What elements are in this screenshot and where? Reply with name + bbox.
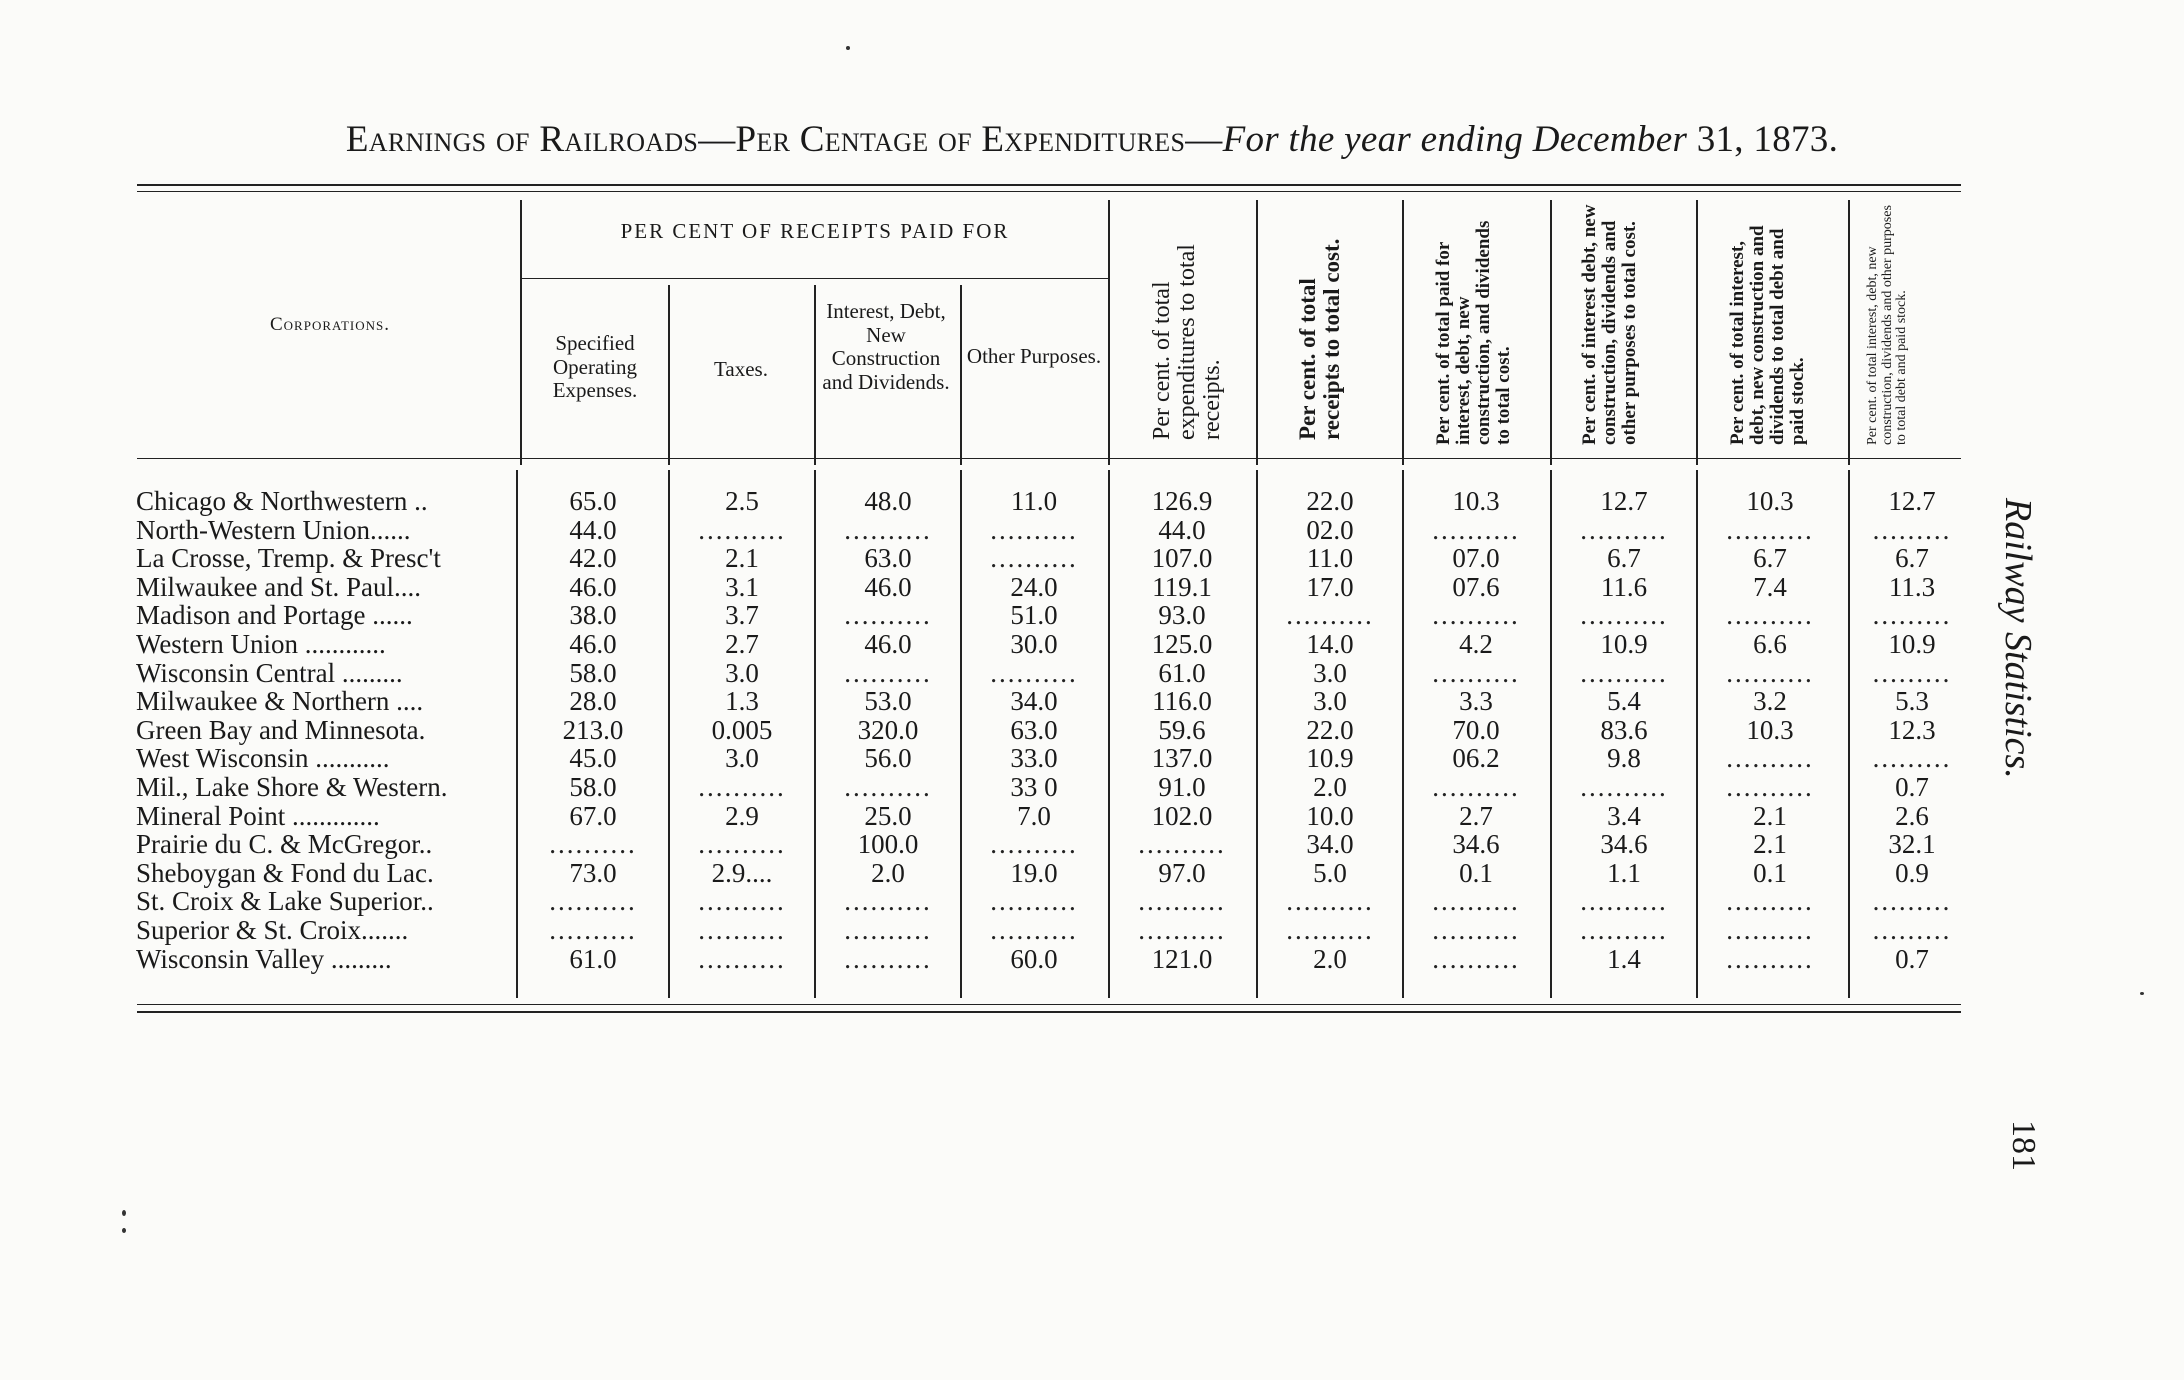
cell-c2: 3.0 [725, 743, 759, 773]
corporation-name: La Crosse, Tremp. & Presc't [136, 543, 441, 573]
cell-c9: 6.6 [1753, 629, 1787, 659]
cell-c8-leader-dots: .......... [1580, 515, 1668, 545]
cell-c1: 65.0 [569, 486, 617, 516]
cell-c2-leader-dots: .......... [698, 829, 786, 859]
cell-c9-leader-dots: .......... [1726, 772, 1814, 802]
corporation-name: Madison and Portage ...... [136, 600, 413, 630]
cell-c7-leader-dots: .......... [1432, 886, 1520, 916]
table-row [134, 486, 1974, 515]
cell-c4: 11.0 [1010, 486, 1058, 516]
cell-c2: 3.7 [725, 600, 759, 630]
corporation-name: Mineral Point ............. [136, 801, 380, 831]
table-row [134, 600, 1974, 629]
cell-c1-leader-dots: .......... [549, 829, 637, 859]
cell-c4: 60.0 [1010, 944, 1058, 974]
cell-c2: 2.9.... [711, 858, 773, 888]
header-expenditures-to-receipts: Per cent. of total expenditures to total receipts. [1149, 244, 1226, 440]
cell-c5: 137.0 [1151, 743, 1213, 773]
cell-c8-leader-dots: .......... [1580, 772, 1668, 802]
corporation-name: Milwaukee and St. Paul.... [136, 572, 421, 602]
cell-c7: 07.6 [1452, 572, 1500, 602]
cell-c9: 0.1 [1753, 858, 1787, 888]
cell-c2: 1.3 [725, 686, 759, 716]
cell-c7: 10.3 [1452, 486, 1500, 516]
corporation-name: Wisconsin Valley ......... [136, 944, 392, 974]
title-part-b: Per Centage of Expenditures [735, 119, 1186, 160]
subheader-operating: Specified Operating Expenses. [552, 331, 638, 403]
cell-c10: 10.9 [1888, 629, 1936, 659]
cell-c3-leader-dots: .......... [844, 600, 932, 630]
corporation-name: Western Union ............ [136, 629, 386, 659]
cell-c6: 02.0 [1306, 515, 1354, 545]
corporation-name: Milwaukee & Northern .... [136, 686, 424, 716]
cell-c4: 19.0 [1010, 858, 1058, 888]
cell-c3: 46.0 [864, 572, 912, 602]
header-all-to-stock: Per cent. of total interest, debt, new construction, dividends and other purposes to total debt and paid stock. [1865, 205, 1910, 445]
cell-c5-leader-dots: .......... [1138, 915, 1226, 945]
cell-c7-leader-dots: .......... [1432, 915, 1520, 945]
cell-c9: 10.3 [1746, 715, 1794, 745]
cell-c6: 10.0 [1306, 801, 1354, 831]
cell-c8: 1.1 [1607, 858, 1641, 888]
table-row [134, 829, 1974, 858]
cell-c6: 10.9 [1306, 743, 1354, 773]
cell-c7: 07.0 [1452, 543, 1500, 573]
cell-c5: 107.0 [1151, 543, 1213, 573]
table-row [134, 915, 1974, 944]
cell-c10: 5.3 [1895, 686, 1929, 716]
cell-c6: 17.0 [1306, 572, 1354, 602]
cell-c4-leader-dots: .......... [990, 515, 1078, 545]
header-divider-7 [1402, 200, 1404, 465]
header-interest-to-cost: Per cent. of total paid for interest, debt, new construction, and dividends to total cost. [1433, 220, 1514, 445]
cell-c7: 06.2 [1452, 743, 1500, 773]
cell-c10: 32.1 [1888, 829, 1936, 859]
title-part-d: 31, 1873. [1687, 119, 1839, 160]
cell-c1: 45.0 [569, 743, 617, 773]
cell-c10-leader-dots: ......... [1872, 743, 1952, 773]
scan-speck [122, 1228, 126, 1233]
header-all-to-cost: Per cent. of interest debt, new construction, dividends and other purposes to total cost. [1579, 204, 1640, 445]
header-receipts-to-cost: Per cent. of total receipts to total cost. [1295, 238, 1345, 440]
cell-c1: 42.0 [569, 543, 617, 573]
corporation-name: West Wisconsin ........... [136, 743, 390, 773]
cell-c9: 6.7 [1753, 543, 1787, 573]
cell-c8: 5.4 [1607, 686, 1641, 716]
cell-c10: 0.9 [1895, 858, 1929, 888]
header-divider-6 [1256, 200, 1258, 465]
corporation-name: Wisconsin Central ......... [136, 658, 403, 688]
cell-c1: 58.0 [569, 658, 617, 688]
cell-c9-leader-dots: .......... [1726, 600, 1814, 630]
table-row [134, 658, 1974, 687]
bottom-rule [137, 1011, 1961, 1013]
cell-c5: 126.9 [1151, 486, 1213, 516]
corporation-name: Superior & St. Croix....... [136, 915, 409, 945]
cell-c3: 25.0 [864, 801, 912, 831]
cell-c3-leader-dots: .......... [844, 915, 932, 945]
cell-c10-leader-dots: ......... [1872, 600, 1952, 630]
subheader-other: Other Purposes. [966, 344, 1102, 368]
cell-c2: 2.5 [725, 486, 759, 516]
cell-c8: 3.4 [1607, 801, 1641, 831]
cell-c5: 116.0 [1152, 686, 1212, 716]
side-title: Railway Statistics. [1997, 498, 2039, 779]
cell-c6: 2.0 [1313, 944, 1347, 974]
cell-c10-leader-dots: ......... [1872, 658, 1952, 688]
cell-c3: 46.0 [864, 629, 912, 659]
cell-c4: 33 0 [1010, 772, 1058, 802]
cell-c3: 56.0 [864, 743, 912, 773]
cell-c7: 70.0 [1452, 715, 1500, 745]
cell-c6: 11.0 [1306, 543, 1354, 573]
cell-c4: 34.0 [1010, 686, 1058, 716]
cell-c5: 97.0 [1158, 858, 1206, 888]
cell-c5: 125.0 [1151, 629, 1213, 659]
cell-c5: 102.0 [1151, 801, 1213, 831]
title-dash-1: — [698, 119, 736, 160]
corporation-name: Chicago & Northwestern .. [136, 486, 428, 516]
cell-c2-leader-dots: .......... [698, 944, 786, 974]
cell-c3-leader-dots: .......... [844, 772, 932, 802]
cell-c2-leader-dots: .......... [698, 772, 786, 802]
header-divider-9 [1696, 200, 1698, 465]
cell-c5: 91.0 [1158, 772, 1206, 802]
cell-c1: 213.0 [562, 715, 624, 745]
cell-c8: 9.8 [1607, 743, 1641, 773]
cell-c1: 38.0 [569, 600, 617, 630]
cell-c5: 61.0 [1158, 658, 1206, 688]
cell-c10: 0.7 [1895, 772, 1929, 802]
cell-c3-leader-dots: .......... [844, 886, 932, 916]
header-divider-5 [1108, 200, 1110, 465]
table-row [134, 743, 1974, 772]
cell-c6: 5.0 [1313, 858, 1347, 888]
cell-c9: 3.2 [1753, 686, 1787, 716]
cell-c10-leader-dots: ......... [1872, 915, 1952, 945]
cell-c2-leader-dots: .......... [698, 886, 786, 916]
cell-c9-leader-dots: .......... [1726, 743, 1814, 773]
table-row [134, 858, 1974, 887]
corporation-name: North-Western Union...... [136, 515, 411, 545]
cell-c2: 3.1 [725, 572, 759, 602]
cell-c8: 11.6 [1600, 572, 1648, 602]
subheader-taxes: Taxes. [714, 357, 768, 381]
cell-c6: 14.0 [1306, 629, 1354, 659]
cell-c4: 30.0 [1010, 629, 1058, 659]
cell-c10: 2.6 [1895, 801, 1929, 831]
group-header: PER CENT OF RECEIPTS PAID FOR [620, 219, 1010, 243]
table-row [134, 801, 1974, 830]
table-row [134, 886, 1974, 915]
cell-c5: 93.0 [1158, 600, 1206, 630]
cell-c1-leader-dots: .......... [549, 915, 637, 945]
cell-c9-leader-dots: .......... [1726, 658, 1814, 688]
cell-c5-leader-dots: .......... [1138, 886, 1226, 916]
title-part-c: For the year ending December [1222, 119, 1688, 160]
cell-c9: 2.1 [1753, 829, 1787, 859]
cell-c8: 83.6 [1600, 715, 1648, 745]
cell-c8: 1.4 [1607, 944, 1641, 974]
cell-c10: 6.7 [1895, 543, 1929, 573]
cell-c7-leader-dots: .......... [1432, 772, 1520, 802]
bottom-rule-thin [137, 1004, 1961, 1005]
cell-c1: 46.0 [569, 572, 617, 602]
cell-c4-leader-dots: .......... [990, 543, 1078, 573]
cell-c8: 34.6 [1600, 829, 1648, 859]
top-rule [137, 184, 1961, 186]
cell-c1-leader-dots: .......... [549, 886, 637, 916]
table-row [134, 629, 1974, 658]
cell-c10: 11.3 [1888, 572, 1936, 602]
cell-c7-leader-dots: .......... [1432, 600, 1520, 630]
corporation-name: St. Croix & Lake Superior.. [136, 886, 434, 916]
cell-c3-leader-dots: .......... [844, 944, 932, 974]
cell-c1: 61.0 [569, 944, 617, 974]
cell-c7: 34.6 [1452, 829, 1500, 859]
header-interest-to-stock: Per cent. of total interest, debt, new construction and dividends to total debt and paid stock. [1727, 225, 1808, 445]
cell-c1: 67.0 [569, 801, 617, 831]
cell-c9: 7.4 [1753, 572, 1787, 602]
cell-c5: 59.6 [1158, 715, 1206, 745]
cell-c4: 7.0 [1017, 801, 1051, 831]
scan-speck [2140, 992, 2144, 995]
cell-c3: 48.0 [864, 486, 912, 516]
cell-c9: 10.3 [1746, 486, 1794, 516]
table-row [134, 715, 1974, 744]
cell-c7-leader-dots: .......... [1432, 944, 1520, 974]
cell-c2-leader-dots: .......... [698, 515, 786, 545]
cell-c9-leader-dots: .......... [1726, 886, 1814, 916]
cell-c6-leader-dots: .......... [1286, 886, 1374, 916]
header-bottom-rule [137, 458, 1961, 459]
cell-c8-leader-dots: .......... [1580, 886, 1668, 916]
cell-c4: 63.0 [1010, 715, 1058, 745]
table-row [134, 772, 1974, 801]
cell-c6-leader-dots: .......... [1286, 600, 1374, 630]
header-divider-10 [1848, 200, 1850, 465]
cell-c3: 53.0 [864, 686, 912, 716]
cell-c2: 3.0 [725, 658, 759, 688]
cell-c9-leader-dots: .......... [1726, 944, 1814, 974]
cell-c4-leader-dots: .......... [990, 886, 1078, 916]
cell-c6: 3.0 [1313, 686, 1347, 716]
cell-c4-leader-dots: .......... [990, 658, 1078, 688]
corporations-header: Corporations. [270, 314, 390, 335]
scan-speck [846, 46, 850, 50]
cell-c10: 12.7 [1888, 486, 1936, 516]
group-rule [522, 278, 1108, 279]
cell-c3-leader-dots: .......... [844, 658, 932, 688]
page-title [0, 118, 2184, 161]
cell-c3: 2.0 [871, 858, 905, 888]
table-row [134, 572, 1974, 601]
cell-c6: 3.0 [1313, 658, 1347, 688]
cell-c2: 2.1 [725, 543, 759, 573]
title-part-a: Earnings of Railroads [345, 119, 699, 160]
cell-c7-leader-dots: .......... [1432, 515, 1520, 545]
cell-c8-leader-dots: .......... [1580, 658, 1668, 688]
cell-c8: 12.7 [1600, 486, 1648, 516]
cell-c4-leader-dots: .......... [990, 829, 1078, 859]
cell-c8: 10.9 [1600, 629, 1648, 659]
cell-c6-leader-dots: .......... [1286, 915, 1374, 945]
cell-c1: 73.0 [569, 858, 617, 888]
cell-c1: 44.0 [569, 515, 617, 545]
cell-c1: 58.0 [569, 772, 617, 802]
cell-c2-leader-dots: .......... [698, 915, 786, 945]
cell-c9-leader-dots: .......... [1726, 515, 1814, 545]
subheader-interest: Interest, Debt, New Construction and Dividends. [822, 299, 950, 394]
table-row [134, 686, 1974, 715]
corporation-name: Sheboygan & Fond du Lac. [136, 858, 434, 888]
title-dash-2: — [1185, 119, 1223, 160]
cell-c7-leader-dots: .......... [1432, 658, 1520, 688]
cell-c5: 121.0 [1151, 944, 1213, 974]
cell-c2: 2.7 [725, 629, 759, 659]
cell-c10-leader-dots: ......... [1872, 515, 1952, 545]
cell-c2: 2.9 [725, 801, 759, 831]
cell-c6: 34.0 [1306, 829, 1354, 859]
cell-c6: 2.0 [1313, 772, 1347, 802]
page-number: 181 [2005, 1120, 2042, 1171]
cell-c4: 51.0 [1010, 600, 1058, 630]
cell-c7: 0.1 [1459, 858, 1493, 888]
cell-c3: 63.0 [864, 543, 912, 573]
cell-c4-leader-dots: .......... [990, 915, 1078, 945]
header-divider-4 [960, 285, 962, 465]
cell-c3-leader-dots: .......... [844, 515, 932, 545]
top-rule-thin [137, 191, 1961, 192]
cell-c4: 24.0 [1010, 572, 1058, 602]
cell-c2: 0.005 [711, 715, 773, 745]
header-divider-3 [814, 285, 816, 465]
cell-c8-leader-dots: .......... [1580, 600, 1668, 630]
cell-c7: 4.2 [1459, 629, 1493, 659]
cell-c5-leader-dots: .......... [1138, 829, 1226, 859]
cell-c3: 100.0 [857, 829, 919, 859]
scan-speck [122, 1210, 126, 1216]
table-row [134, 944, 1974, 973]
cell-c10: 0.7 [1895, 944, 1929, 974]
table-row [134, 515, 1974, 544]
cell-c7: 2.7 [1459, 801, 1493, 831]
cell-c10-leader-dots: ......... [1872, 886, 1952, 916]
cell-c8: 6.7 [1607, 543, 1641, 573]
cell-c6: 22.0 [1306, 715, 1354, 745]
cell-c7: 3.3 [1459, 686, 1493, 716]
cell-c1: 28.0 [569, 686, 617, 716]
cell-c4: 33.0 [1010, 743, 1058, 773]
cell-c5: 44.0 [1158, 515, 1206, 545]
table-row [134, 543, 1974, 572]
corporation-name: Green Bay and Minnesota. [136, 715, 426, 745]
header-divider-8 [1550, 200, 1552, 465]
cell-c10: 12.3 [1888, 715, 1936, 745]
cell-c1: 46.0 [569, 629, 617, 659]
cell-c3: 320.0 [857, 715, 919, 745]
corporation-name: Mil., Lake Shore & Western. [136, 772, 448, 802]
cell-c8-leader-dots: .......... [1580, 915, 1668, 945]
cell-c6: 22.0 [1306, 486, 1354, 516]
corporation-name: Prairie du C. & McGregor.. [136, 829, 433, 859]
cell-c9-leader-dots: .......... [1726, 915, 1814, 945]
cell-c9: 2.1 [1753, 801, 1787, 831]
cell-c5: 119.1 [1152, 572, 1212, 602]
